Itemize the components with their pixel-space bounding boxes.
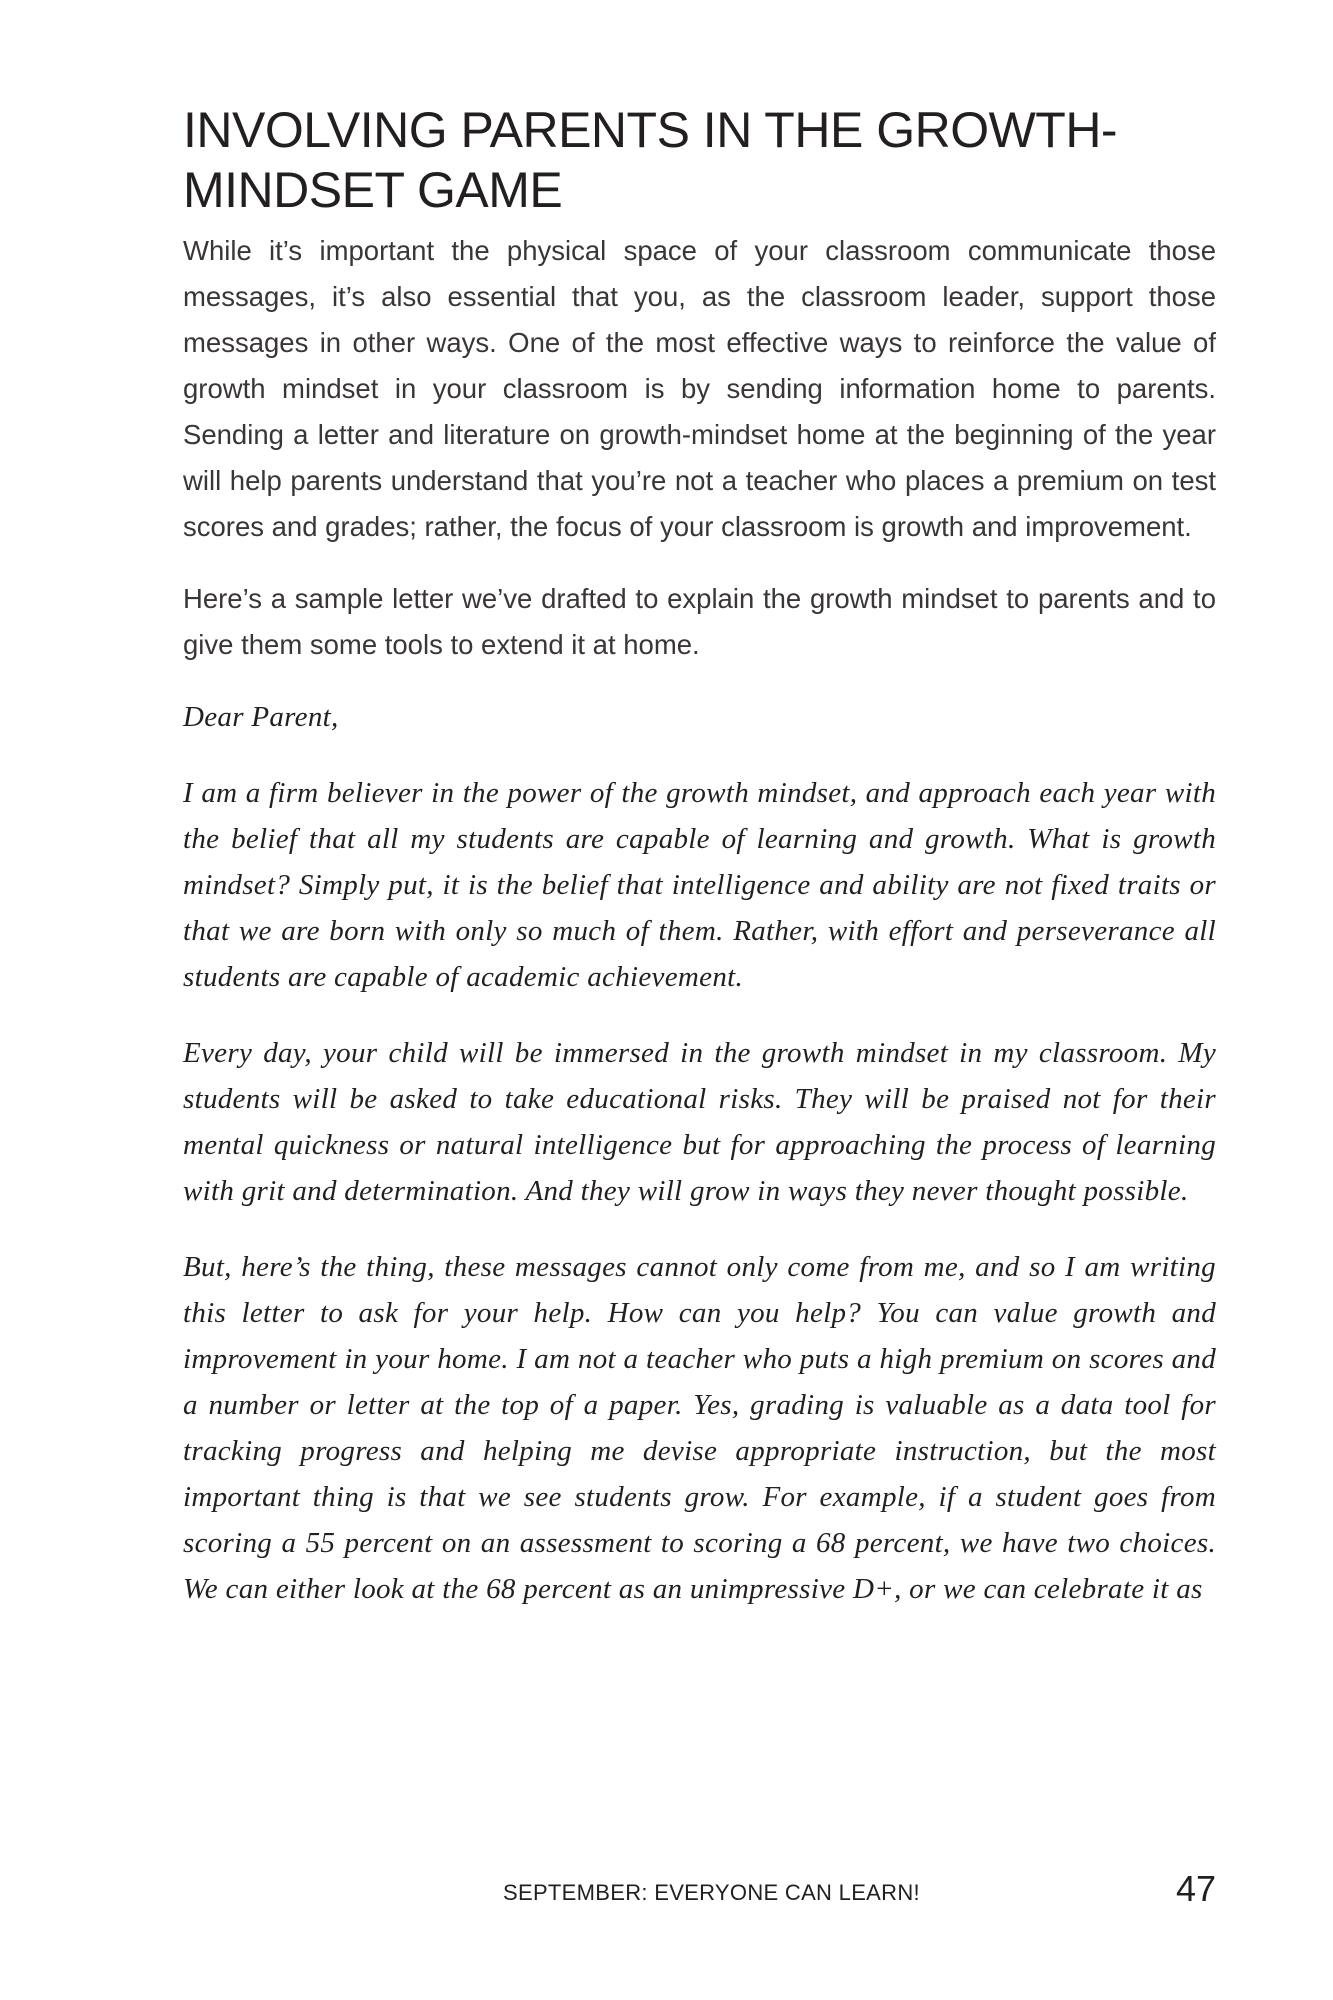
section-heading: INVOLVING PARENTS IN THE GROWTH-MINDSET GAME (183, 102, 1118, 218)
letter-salutation: Dear Parent, (183, 701, 339, 733)
running-head: SEPTEMBER: EVERYONE CAN LEARN! (503, 1880, 920, 1905)
page-number: 47 (1175, 1868, 1216, 1909)
page-content (183, 100, 1216, 1642)
letter-paragraph-3: But, here’s the thing, these messages cannot only come from me, and so I am writing this letter to ask for your help. How can you help? You can value growth and improvement in your home. I am not a teacher who puts a high premium on scores and a number or letter at the top of a paper. Yes, grading is valuable as a data tool for tracking progress and helping me devise appropriate instruction, but the most important thing is that we see students grow. For example, if a student goes from scoring a 55 percent on an assessment to scoring a 68 percent, we have two choices. We can either look at the 68 percent as an unimpressive D+, or we can celebrate it as (183, 1251, 1216, 1605)
letter-paragraph-1: I am a firm believer in the power of the growth mindset, and approach each year with the belief that all my students are capable of learning and growth. What is growth mindset? Simply put, it is the belief that intelligence and ability are not fixed traits or that we are born with only so much of them. Rather, with effort and perseverance all students are capable of academic achievement. (183, 777, 1216, 993)
page-footer (183, 1868, 1216, 1918)
intro-paragraph-2: Here’s a sample letter we’ve drafted to explain the growth mindset to parents and to give them some tools to extend it at home. (183, 583, 1216, 660)
intro-paragraph-1: While it’s important the physical space of your classroom communicate those messages, it’s also essential that you, as the classroom leader, support those messages in other ways. One of the most effective ways to reinforce the value of growth mindset in your classroom is by sending information home to parents. Sending a letter and literature on growth-mindset home at the beginning of the year will help parents understand that you’re not a teacher who places a premium on test scores and grades; rather, the focus of your classroom is growth and improvement. (183, 235, 1216, 542)
letter-paragraph-2: Every day, your child will be immersed in the growth mindset in my classroom. My students will be asked to take educational risks. They will be praised not for their mental quickness or natural intelligence but for approaching the process of learning with grit and determination. And they will grow in ways they never thought possible. (183, 1037, 1216, 1207)
